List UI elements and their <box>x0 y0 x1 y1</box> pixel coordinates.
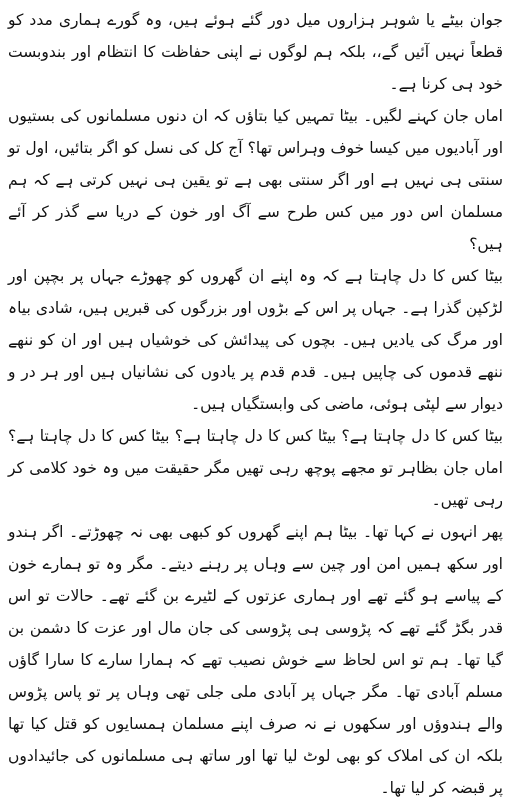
paragraph-4: بیٹا کس کا دل چاہتا ہے؟ بیٹا کس کا دل چاہتا ہے؟ بیٹا کس کا دل چاہتا ہے؟ اماں جان بظاہر تو مجھے پوچھ رہی تھیں مگر حقیقت میں وہ خود کلامی کر رہی تھیں۔ <box>8 427 503 509</box>
paragraph-5: پھر انہوں نے کہا تھا۔ بیٹا ہم اپنے گھروں کو کبھی بھی نہ چھوڑتے۔ اگر ہندو اور سکھ ہمیں امن اور چین سے وہاں پر رہنے دیتے۔ مگر وہ تو ہمارے خون کے پیاسے ہو گئے تھے اور ہماری عزتوں کے لٹیرے بن گئے تھے۔ حالات تو اس قدر بگڑ گئے تھے کہ پڑوسی ہی پڑوسی کی جان مال اور عزت کا دشمن بن گیا تھا۔ ہم تو اس لحاظ سے خوش نصیب تھے کہ ہمارا سارے کا سارا گاؤں مسلم آبادی تھا۔ مگر جہاں پر آبادی ملی جلی تھی وہاں پر تو پاس پڑوس والے ہندوؤں اور سکھوں نے نہ صرف اپنے مسلمان ہمسایوں کو قتل کیا تھا بلکہ ان کی املاک کو بھی لوٹ لیا تھا اور ساتھ ہی مسلمانوں کی جائیدادوں پر قبضہ کر لیا تھا۔ <box>8 523 503 797</box>
paragraph-3: بیٹا کس کا دل چاہتا ہے کہ وہ اپنے ان گھروں کو چھوڑے جہاں پر بچپن اور لڑکپن گذرا ہے۔ جہاں پر اس کے بڑوں اور بزرگوں کی قبریں ہیں، شادی بیاہ اور مرگ کی یادیں ہیں۔ بچوں کی پیدائش کی خوشیاں ہیں اور ان کو ننھے ننھے قدموں کی چاپیں ہیں۔ قدم قدم پر یادوں کی نشانیاں ہیں اور ہر در و دیوار سے لپٹی ہوئی، ماضی کی وابستگیاں ہیں۔ <box>8 267 503 413</box>
paragraph-1: جوان بیٹے یا شوہر ہزاروں میل دور گئے ہوئے ہیں، وہ گورے ہماری مدد کو قطعاً نہیں آئیں گے،، بلکہ ہم لوگوں نے اپنی حفاظت کا انتظام اور بندوبست خود ہی کرنا ہے۔ <box>8 11 503 93</box>
paragraph-2: اماں جان کہنے لگیں۔ بیٹا تمہیں کیا بتاؤں کہ ان دنوں مسلمانوں کی بستیوں اور آبادیوں میں کیسا خوف وہراس تھا؟ آج کل کی نسل کو اگر بتائیں، اول تو سنتی ہی نہیں ہے اور اگر سنتی بھی ہے تو یقین ہی نہیں کرتی ہے کہ ہم مسلمان اس دور میں کس طرح سے آگ اور خون کے دریا سے گذر کر آئے ہیں؟ <box>8 107 503 253</box>
document-body <box>8 4 503 804</box>
